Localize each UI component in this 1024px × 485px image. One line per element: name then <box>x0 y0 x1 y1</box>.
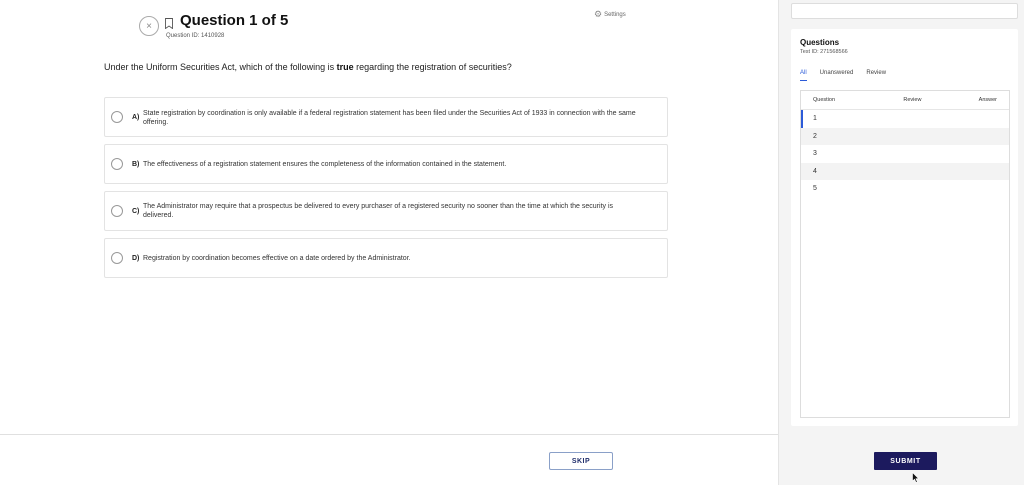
tab-unanswered[interactable]: Unanswered <box>819 70 854 76</box>
tab-review[interactable]: Review <box>866 70 887 76</box>
close-icon: × <box>146 20 152 32</box>
option-text: Registration by coordination becomes effective on a date ordered by the Administrator. <box>143 255 411 262</box>
question-id: Question ID: 1410928 <box>166 33 225 39</box>
sidebar-top-box <box>791 3 1018 19</box>
footer-divider <box>0 434 778 435</box>
close-button[interactable] <box>139 16 159 36</box>
questions-table-body <box>801 110 1009 198</box>
column-review: Review <box>903 97 922 103</box>
gear-icon: ⚙ <box>594 9 603 19</box>
questions-panel-title: Questions <box>800 38 840 47</box>
question-title: Question 1 of 5 <box>180 12 289 29</box>
question-emphasis: true <box>336 62 354 72</box>
questions-filter-tabs <box>800 70 899 81</box>
submit-button[interactable]: SUBMIT <box>874 452 937 470</box>
questions-panel <box>791 29 1018 426</box>
tab-all[interactable]: All <box>800 70 807 81</box>
bookmark-icon[interactable] <box>165 18 173 29</box>
radio-option-c[interactable] <box>111 205 123 217</box>
option-letter: D) <box>132 255 140 262</box>
answer-option-c[interactable] <box>104 191 668 231</box>
question-row[interactable]: 4 <box>801 163 1009 181</box>
answer-option-d[interactable] <box>104 238 668 278</box>
question-row[interactable]: 2 <box>801 128 1009 146</box>
option-text: State registration by coordination is only available if a federal registration statement has been filed under the Securities Act of 1933 in connection with the same offering. <box>143 110 636 126</box>
skip-button[interactable]: SKIP <box>549 452 613 470</box>
answer-option-b[interactable] <box>104 144 668 184</box>
option-letter: B) <box>132 161 140 168</box>
question-row[interactable]: 5 <box>813 185 817 193</box>
radio-option-b[interactable] <box>111 158 123 170</box>
mouse-cursor-icon <box>912 472 919 483</box>
radio-option-d[interactable] <box>111 252 123 264</box>
option-text: The Administrator may require that a prospectus be delivered to every purchaser of a registered security no sooner than the time at which the security is delivered. <box>143 203 614 219</box>
questions-table-header <box>801 91 1009 110</box>
answer-option-a[interactable] <box>104 97 668 137</box>
test-id: Test ID: 271568566 <box>800 49 848 55</box>
option-text: The effectiveness of a registration statement ensures the completeness of the information contained in the statement. <box>143 161 507 168</box>
option-letter: A) <box>132 114 140 121</box>
option-letter: C) <box>132 208 140 215</box>
questions-table <box>800 90 1010 418</box>
settings-label: Settings <box>604 11 626 18</box>
question-row[interactable]: 3 <box>813 150 817 158</box>
column-answer: Answer <box>978 97 997 103</box>
column-question: Question <box>813 97 836 103</box>
settings-button[interactable] <box>594 10 626 19</box>
radio-option-a[interactable] <box>111 111 123 123</box>
questions-sidebar <box>778 0 1024 485</box>
question-row[interactable]: 1 <box>801 110 1009 128</box>
question-stem: Under the Uniform Securities Act, which of the following is true regarding the registration of securities? <box>104 62 512 72</box>
